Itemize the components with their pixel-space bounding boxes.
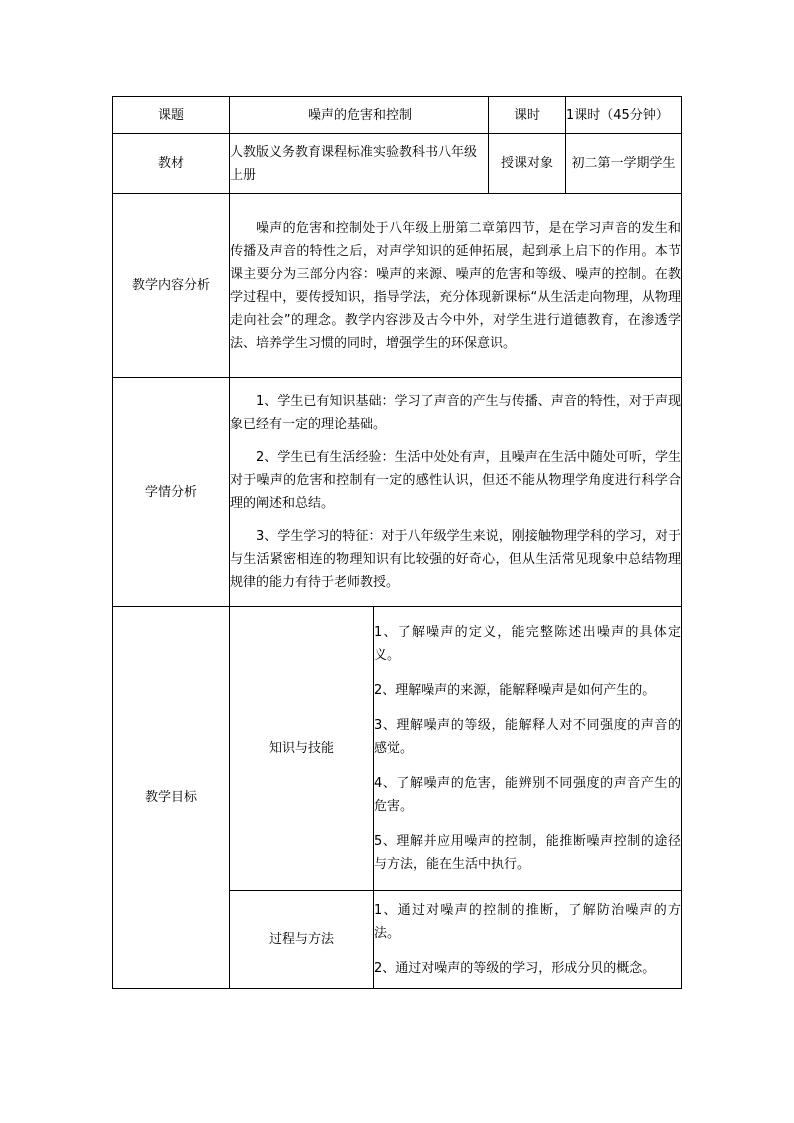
process-items-cell — [374, 891, 682, 989]
material-label: 教材 — [113, 134, 230, 194]
student-analysis-cell — [230, 378, 682, 607]
content-analysis-label: 教学内容分析 — [113, 194, 230, 378]
audience-value — [566, 134, 682, 194]
row-student-analysis — [113, 378, 682, 607]
material-value: 人教版义务教育课程标准实验教科书八年级上册 — [230, 134, 489, 194]
topic-value: 噪声的危害和控制 — [230, 97, 489, 134]
content-analysis-cell — [230, 194, 682, 378]
student-analysis-label: 学情分析 — [113, 378, 230, 607]
hours-value: 1课时（45分钟） — [566, 97, 682, 134]
student-analysis-paragraph: 3、学生学习的特征：对于八年级学生来说，刚接触物理学科的学习，对于与生活紧密相连的物理知识有比较强的好奇心，但从生活常见现象中总结物理规律的能力有待于老师教授。 — [230, 529, 682, 590]
row-objectives-knowledge — [113, 607, 682, 891]
knowledge-item: 4、了解噪声的危害，能辨别不同强度的声音产生的危害。 — [374, 776, 682, 814]
knowledge-item: 2、理解噪声的来源，能解释噪声是如何产生的。 — [374, 683, 656, 698]
student-analysis-paragraph: 2、学生已有生活经验：生活中处处有声，且噪声在生活中随处可听，学生对于噪声的危害和控制有一定的感性认识，但还不能从物理学角度进行科学合理的阐述和总结。 — [230, 450, 682, 511]
knowledge-item: 3、理解噪声的等级，能解释人对不同强度的声音的感觉。 — [374, 718, 682, 756]
knowledge-item: 5、理解并应用噪声的控制，能推断噪声控制的途径与方法，能在生活中执行。 — [374, 834, 682, 872]
objectives-label: 教学目标 — [113, 607, 230, 989]
process-item: 1、通过对噪声的控制的推断，了解防治噪声的方法。 — [374, 903, 682, 941]
row-content-analysis — [113, 194, 682, 378]
topic-label: 课题 — [113, 97, 230, 134]
process-label: 过程与方法 — [230, 891, 374, 989]
row-material — [113, 134, 682, 194]
student-analysis-paragraph: 1、学生已有知识基础：学习了声音的产生与传播、声音的特性，对于声现象已经有一定的理论基础。 — [230, 394, 682, 432]
hours-label: 课时 — [489, 97, 566, 134]
process-item: 2、通过对噪声的等级的学习，形成分贝的概念。 — [374, 961, 656, 976]
knowledge-item: 1、了解噪声的定义，能完整陈述出噪声的具体定义。 — [374, 625, 682, 663]
content-analysis-text: 噪声的危害和控制处于八年级上册第二章第四节，是在学习声音的发生和传播及声音的特性之后，对声学知识的延伸拓展，起到承上启下的作用。本节课主要分为三部分内容：噪声的来源、噪声的危害和等级、噪声的控制。在教学过程中，要传授知识，指导学法，充分体现新课标“从生活走向物理，从物理走向社会”的理念。教学内容涉及古今中外，对学生进行道德教育，在渗透学法、培养学生习惯的同时，增强学生的环保意识。 — [230, 220, 682, 351]
audience-label: 授课对象 — [489, 134, 566, 194]
knowledge-label: 知识与技能 — [230, 607, 374, 891]
row-topic — [113, 97, 682, 134]
audience-value-text: 初二第一学期学生 — [571, 156, 676, 171]
knowledge-items-cell — [374, 607, 682, 891]
lesson-plan-table — [112, 96, 682, 989]
